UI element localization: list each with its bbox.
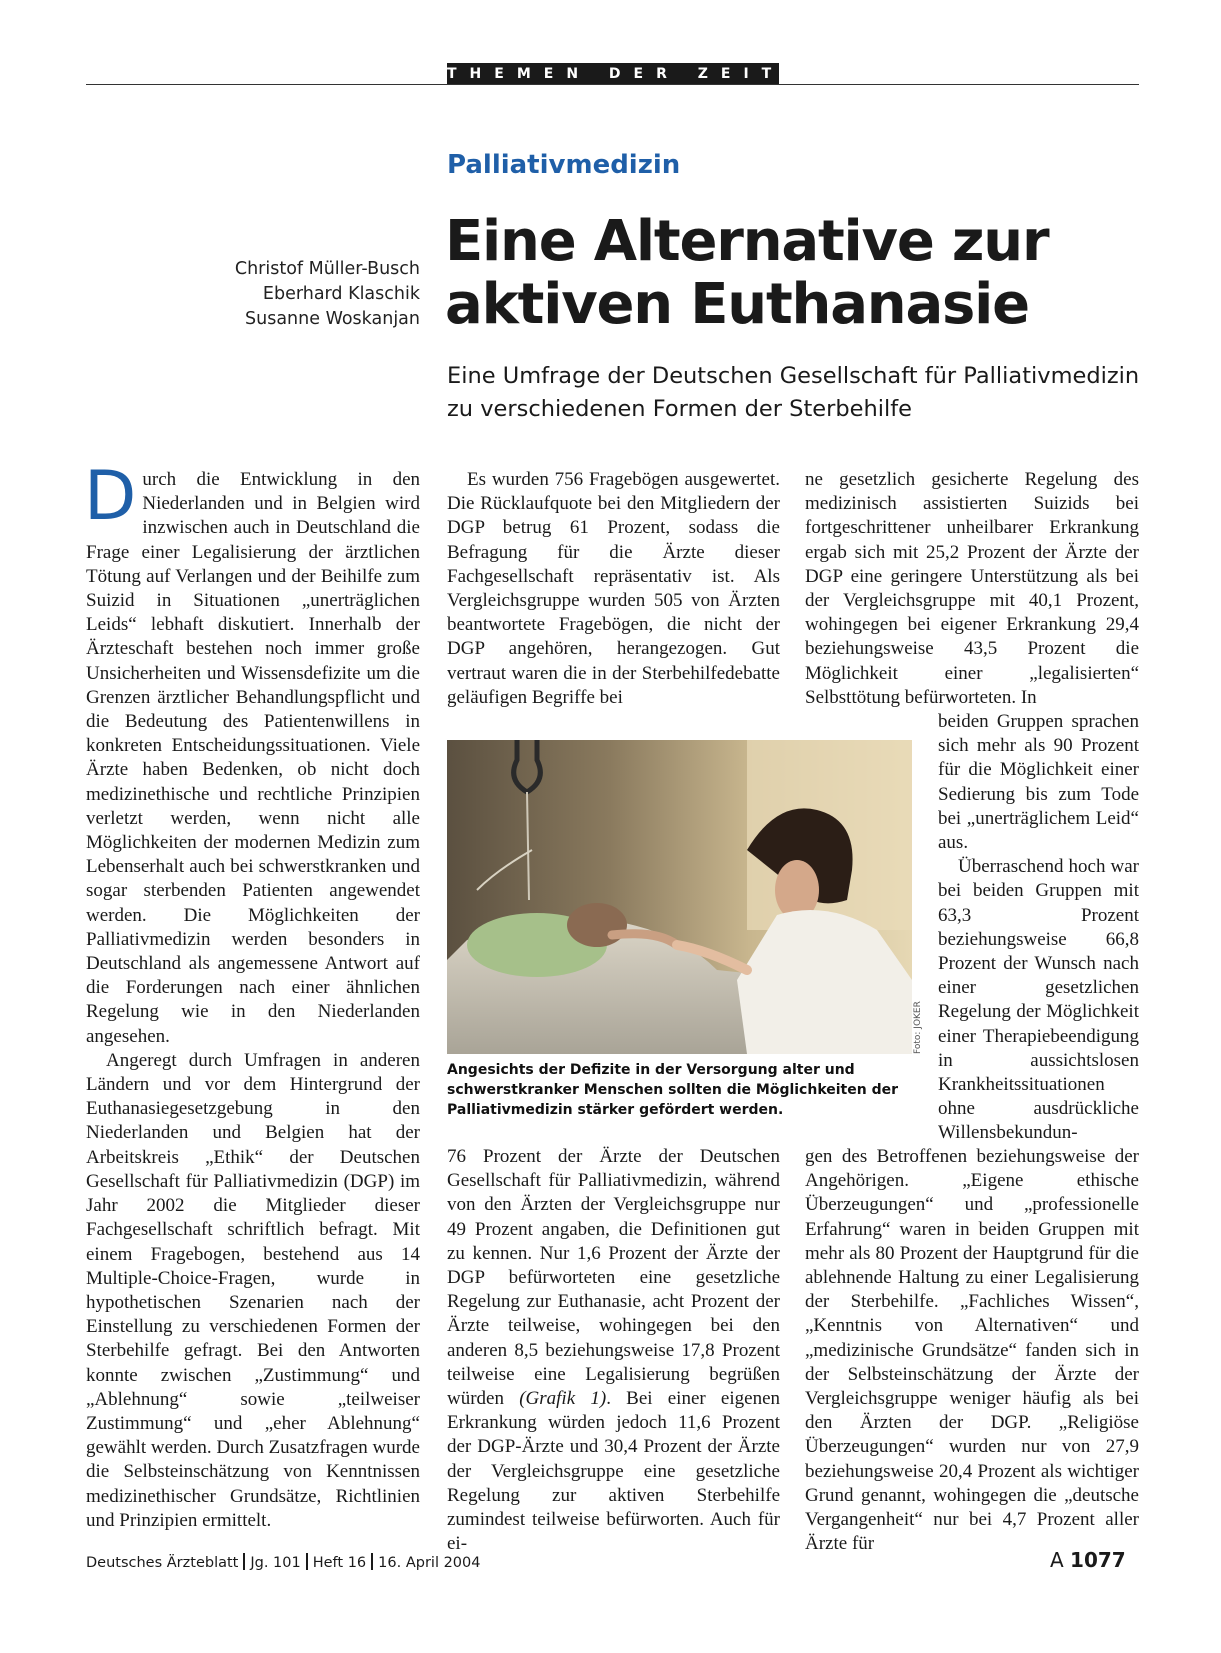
article-subtitle: Eine Umfrage der Deutschen Gesellschaft für Palliativmedizin zu verschiedenen Formen der Sterbehilfe [447, 363, 1140, 422]
author-name: Christof Müller-Busch [234, 259, 420, 279]
text-column-3-top [805, 468, 1139, 710]
author-list [200, 257, 420, 332]
journal-volume: Jg. 101 [250, 1555, 301, 1571]
drop-cap: D [84, 457, 137, 536]
body-paragraph: beiden Gruppen sprachen sich mehr als 90 Prozent für die Möglichkeit einer Sedierung bis zum Tode bei „unerträglichem Leid“ aus. [938, 711, 1139, 854]
article-title: Eine Alternative zur aktiven Euthanasie [445, 209, 1049, 337]
body-paragraph: gen des Betroffenen beziehungsweise der Angehörigen. „Eigene ethische Überzeugungen“ und „professionelle Erfahrung“ waren in beiden Gruppen mit mehr als 80 Prozent der Hauptgrund für die ablehnende Haltung zu einer Legalisierung der Sterbehilfe. „Fachliches Wissen“, „Kenntnis von Alternativen“ und „medizinische Grundsätze“ fanden sich in der Selbsteinschätzung der Ärzte der Vergleichsgruppe weniger häufig als bei den Ärzten der DGP. „Religiöse Überzeugungen“ wurden nur von 27,9 beziehungsweise 20,4 Prozent als wichtiger Grund genannt, wohingegen die „deutsche Vergangenheit“ nur bei 4,7 Prozent aller Ärzte für [805, 1146, 1139, 1555]
footer-divider [306, 1553, 308, 1570]
issue-date: 16. April 2004 [378, 1555, 481, 1571]
photo-credit: Foto: JOKER [913, 1001, 923, 1054]
page-footer [86, 1553, 480, 1571]
text-column-2-bottom [447, 1145, 780, 1556]
body-paragraph: Überraschend hoch war bei beiden Gruppen mit 63,3 Prozent beziehungsweise 66,8 Prozent der Wunsch nach einer gesetzlichen Regelung der Möglichkeit einer Therapiebeendigung in aussichtslosen Krankheitssituationen ohne ausdrückliche Willensbekundun- [938, 856, 1139, 1144]
page-number [1050, 1548, 1126, 1572]
author-name: Eberhard Klaschik [262, 284, 420, 304]
section-rubric: THEMEN DER ZEIT [447, 63, 779, 85]
text-column-2-top [447, 468, 780, 710]
article-kicker: Palliativmedizin [447, 150, 681, 180]
body-paragraph: Es wurden 756 Fragebögen ausgewertet. Die Rücklaufquote bei den Mitgliedern der DGP betrug 61 Prozent, sodass die Befragung für die Ärzte dieser Fachgesellschaft repräsentativ ist. Als Vergleichsgruppe wurden 505 von Ärzten beantwortete Fragebögen, die nicht der DGP angehören, herangezogen. Gut vertraut waren die in der Sterbehilfedebatte geläufigen Begriffe bei [447, 469, 780, 708]
text-column-3-narrow [938, 710, 1139, 1146]
paragraph-text: urch die Entwicklung in den Niederlanden und in Belgien wird inzwischen auch in Deutschland die Frage einer Legalisierung der ärztlichen Tötung auf Verlangen und der Beihilfe zum Suizid in Situationen „unerträglichen Leids“ lebhaft diskutiert. Innerhalb der Ärzteschaft bestehen noch immer große Unsicherheiten und Wissensdefizite um die Grenzen ärztlicher Behandlungspflicht und die Bedeutung des Patientenwillens in konkreten Entscheidungssituationen. Viele Ärzte haben Bedenken, ob nicht doch medizinethische und rechtliche Prinzipien verletzt werden, wenn nicht alle Möglichkeiten der modernen Medizin zum Lebenserhalt auch bei schwerstkranken und sogar sterbenden Patienten angewendet werden. Die Möglichkeiten der Palliativmedizin werden besonders in Deutschland als angemessene Antwort auf die Forderungen nach einer ähnlichen Regelung wie in den Niederlanden angesehen. [86, 469, 420, 1047]
footer-divider [243, 1553, 245, 1570]
body-paragraph: Angeregt durch Umfragen in anderen Ländern und vor dem Hintergrund der Euthanasiegesetzgebung in den Niederlanden und Belgien hat der Arbeitskreis „Ethik“ der Deutschen Gesellschaft für Palliativmedizin (DGP) im Jahr 2002 die Mitglieder dieser Fachgesellschaft schriftlich befragt. Mit einem Fragebogen, bestehend aus 14 Multiple-Choice-Fragen, wurde in hypothetischen Szenarien nach der Einstellung zu verschiedenen Formen der Sterbehilfe gefragt. Bei den Antworten konnte zwischen „Zustimmung“ und „Ablehnung“ sowie „teilweiser Zustimmung“ und „eher Ablehnung“ gewählt werden. Durch Zusatzfragen wurde die Selbsteinschätzung von Kenntnissen medizinethischer Grundsätze, Richtlinien und Prinzipien ermittelt. [86, 1049, 420, 1531]
body-paragraph [84, 457, 420, 1049]
text-column-1 [84, 457, 420, 1533]
text-column-3-bottom [805, 1145, 1139, 1556]
page-number-value: 1077 [1070, 1548, 1126, 1572]
page-prefix: A [1050, 1548, 1064, 1572]
header-rule [86, 84, 1139, 85]
journal-name: Deutsches Ärzteblatt [86, 1555, 239, 1571]
author-name: Susanne Woskanjan [245, 309, 420, 329]
body-paragraph: ne gesetzlich gesicherte Regelung des medizinisch assistierten Suizids bei fortgeschrittener unheilbarer Erkrankung ergab sich mit 25,2 Prozent der Ärzte der DGP eine geringere Unterstützung als bei der Vergleichsgruppe mit 40,1 Prozent, wohingegen bei eigener Erkrankung 29,4 beziehungsweise 43,5 Prozent die Möglichkeit einer „legalisierten“ Selbsttötung befürworteten. In [805, 469, 1139, 708]
paragraph-text: . Bei einer eigenen Erkrankung würden jedoch 11,6 Prozent der DGP-Ärzte und 30,4 Prozent der Ärzte der Vergleichsgruppe eine gesetzliche Regelung zur aktiven Sterbehilfe zumindest teilweise befürworten. Auch für ei- [447, 1388, 781, 1555]
article-photo [447, 740, 912, 1054]
footer-divider [371, 1553, 373, 1570]
paragraph-text: 76 Prozent der Ärzte der Deutschen Gesellschaft für Palliativmedizin, während von den Ärzten der Vergleichsgruppe nur 49 Prozent angaben, die Definitionen gut zu kennen. Nur 1,6 Prozent der Ärzte der DGP befürworteten eine gesetzliche Regelung zur Euthanasie, acht Prozent der Ärzte teilweise, wohingegen bei den anderen 8,5 beziehungsweise 17,8 Prozent teilweise eine Legalisierung begrüßen würden [447, 1146, 780, 1410]
figure-reference: (Grafik 1) [519, 1388, 607, 1410]
body-paragraph [447, 1145, 780, 1556]
photo-caption: Angesichts der Defizite in der Versorgung alter und schwerstkranker Menschen sollten die Möglichkeiten der Palliativmedizin stärker gefördert werden. [447, 1062, 899, 1118]
journal-issue: Heft 16 [312, 1555, 367, 1571]
